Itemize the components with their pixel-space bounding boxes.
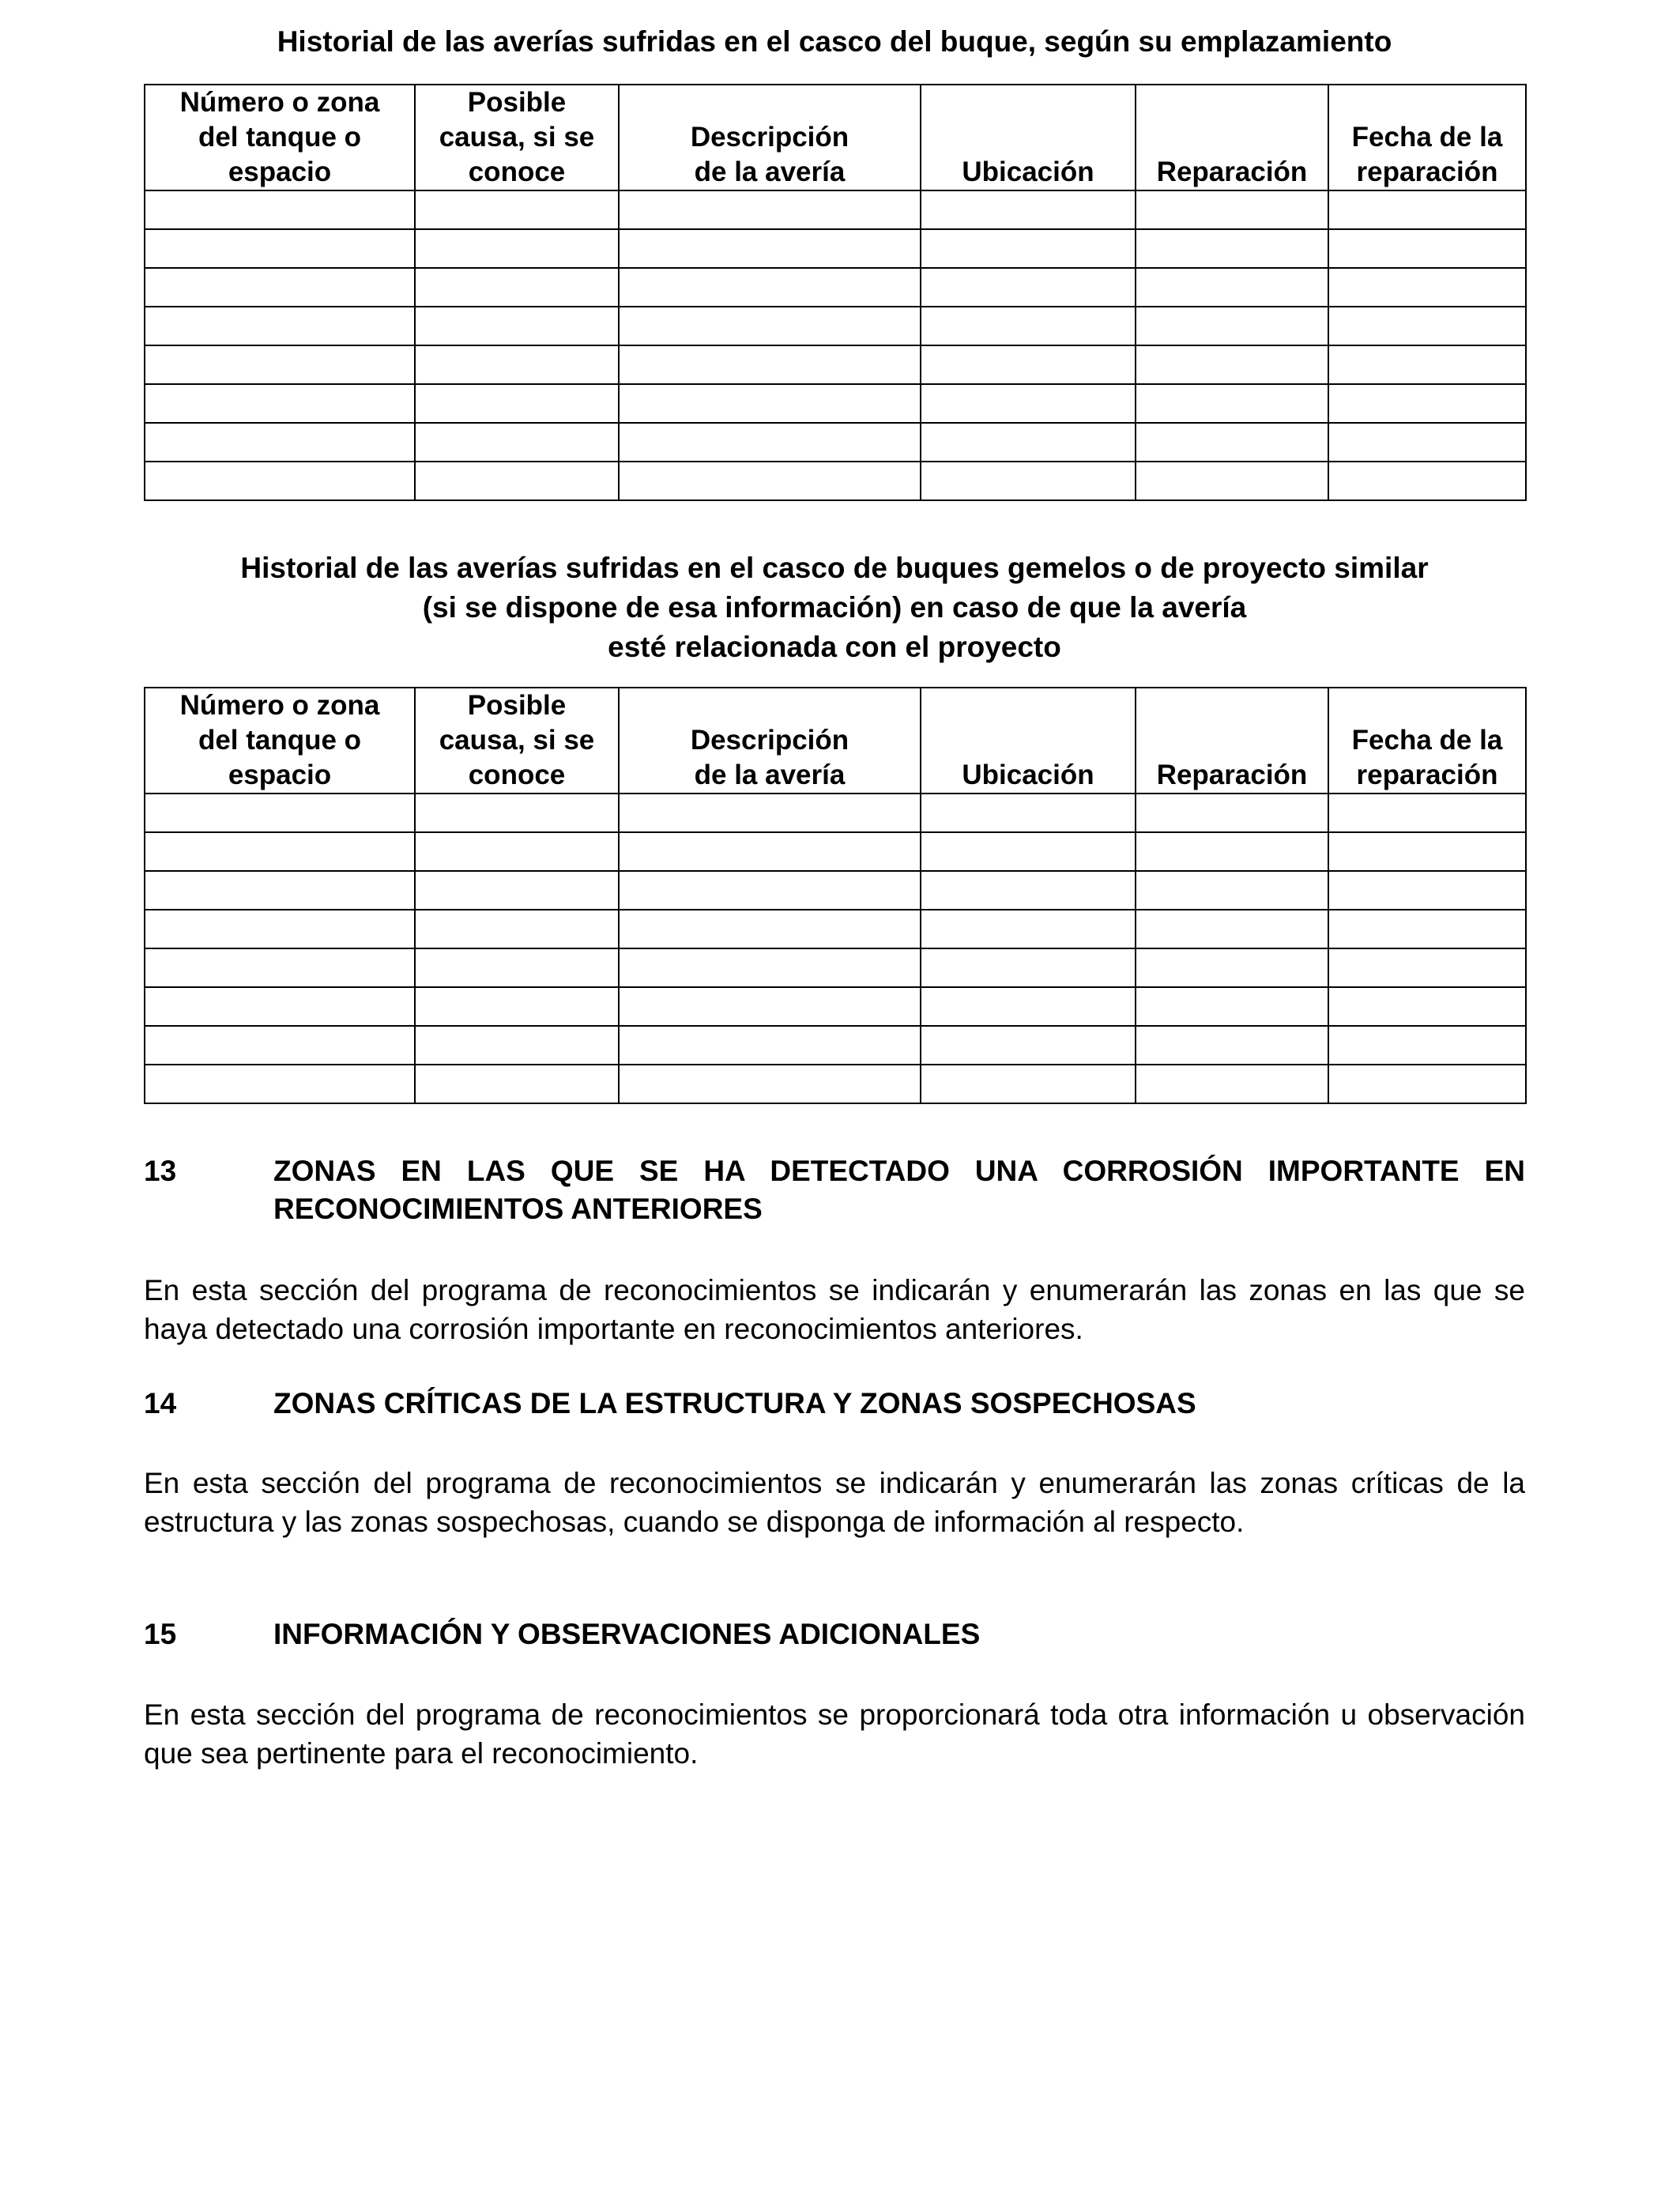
table-cell: [1136, 423, 1328, 462]
table-cell: [1328, 987, 1526, 1026]
table-cell: [1328, 948, 1526, 987]
table-cell: [1328, 462, 1526, 500]
table2-title-line-2: (si se dispone de esa información) en caso de que la avería: [422, 591, 1247, 624]
table-cell: [1328, 229, 1526, 268]
table-cell: [415, 423, 619, 462]
col-header-repair: Reparación: [1136, 688, 1328, 794]
table-cell: [415, 229, 619, 268]
table-cell: [415, 832, 619, 871]
section-13-heading: [144, 1152, 1525, 1228]
table-cell: [619, 987, 921, 1026]
table-cell: [1328, 190, 1526, 229]
col-header-description: Descripción de la avería: [619, 85, 921, 190]
table-cell: [145, 345, 415, 384]
table-cell: [619, 832, 921, 871]
table-cell: [619, 345, 921, 384]
table-row: [145, 832, 1526, 871]
table-cell: [1328, 1026, 1526, 1065]
table-cell: [1136, 871, 1328, 910]
table-cell: [415, 910, 619, 948]
table-cell: [619, 268, 921, 307]
table-cell: [1136, 987, 1328, 1026]
table-cell: [1136, 910, 1328, 948]
table-cell: [415, 948, 619, 987]
table-cell: [145, 423, 415, 462]
table-cell: [921, 1065, 1136, 1103]
table-row: [145, 794, 1526, 832]
table-cell: [921, 832, 1136, 871]
table-cell: [1136, 1026, 1328, 1065]
table-cell: [145, 384, 415, 423]
table1-title: Historial de las averías sufridas en el casco del buque, según su emplazamiento: [277, 25, 1392, 58]
table-cell: [1136, 345, 1328, 384]
table-cell: [921, 229, 1136, 268]
table-cell: [145, 1026, 415, 1065]
table-cell: [145, 229, 415, 268]
table-row: [145, 229, 1526, 268]
table-cell: [1328, 1065, 1526, 1103]
table-cell: [921, 1026, 1136, 1065]
table-header-row: [145, 688, 1526, 794]
table-cell: [145, 307, 415, 345]
table-cell: [145, 948, 415, 987]
table-cell: [1328, 307, 1526, 345]
table2-title-line-1: Historial de las averías sufridas en el casco de buques gemelos o de proyecto similar: [240, 552, 1429, 584]
table-cell: [415, 871, 619, 910]
col-header-description: Descripción de la avería: [619, 688, 921, 794]
table-cell: [145, 987, 415, 1026]
col-header-tank-number: Número o zona del tanque o espacio: [145, 688, 415, 794]
table-cell: [1136, 1065, 1328, 1103]
col-header-tank-number: Número o zona del tanque o espacio: [145, 85, 415, 190]
table-row: [145, 345, 1526, 384]
table-cell: [145, 462, 415, 500]
table-cell: [145, 832, 415, 871]
table-cell: [415, 1065, 619, 1103]
table-cell: [921, 948, 1136, 987]
section-13-body: En esta sección del programa de reconocimientos se indicarán y enumerarán las zonas en las que se haya detectado una corrosión importante en reconocimientos anteriores.: [144, 1274, 1525, 1345]
table-cell: [619, 794, 921, 832]
table-cell: [415, 794, 619, 832]
table-cell: [921, 794, 1136, 832]
table-cell: [921, 462, 1136, 500]
damage-history-table: [144, 84, 1527, 501]
table-cell: [619, 307, 921, 345]
table-cell: [1328, 345, 1526, 384]
table-cell: [921, 307, 1136, 345]
table-cell: [415, 345, 619, 384]
table-cell: [1328, 910, 1526, 948]
table-cell: [1328, 871, 1526, 910]
section-title: INFORMACIÓN Y OBSERVACIONES ADICIONALES: [273, 1618, 981, 1650]
table-cell: [619, 1065, 921, 1103]
table-cell: [619, 910, 921, 948]
table-cell: [1136, 384, 1328, 423]
table-cell: [1328, 384, 1526, 423]
table-cell: [1136, 832, 1328, 871]
col-header-possible-cause: Posible causa, si se conoce: [415, 85, 619, 190]
table-cell: [1328, 423, 1526, 462]
table-cell: [619, 1026, 921, 1065]
table-cell: [415, 987, 619, 1026]
col-header-repair-date: Fecha de la reparación: [1328, 688, 1526, 794]
table-cell: [619, 384, 921, 423]
table-cell: [921, 345, 1136, 384]
table-cell: [921, 384, 1136, 423]
section-title: ZONAS CRÍTICAS DE LA ESTRUCTURA Y ZONAS SOSPECHOSAS: [273, 1387, 1196, 1419]
table-cell: [619, 462, 921, 500]
section-15-body: En esta sección del programa de reconocimientos se proporcionará toda otra información u observación que sea pertinente para el reconocimiento.: [144, 1698, 1525, 1770]
table-row: [145, 268, 1526, 307]
table-cell: [921, 268, 1136, 307]
col-header-repair-date: Fecha de la reparación: [1328, 85, 1526, 190]
table-row: [145, 423, 1526, 462]
table-cell: [619, 229, 921, 268]
table-row: [145, 987, 1526, 1026]
table-cell: [145, 871, 415, 910]
table-cell: [1136, 268, 1328, 307]
table-cell: [415, 307, 619, 345]
table-header-row: [145, 85, 1526, 190]
table-cell: [921, 871, 1136, 910]
table-cell: [1136, 190, 1328, 229]
table-cell: [1136, 462, 1328, 500]
table-cell: [415, 384, 619, 423]
table2-title-line-3: esté relacionada con el proyecto: [608, 631, 1061, 663]
table-row: [145, 1065, 1526, 1103]
table-row: [145, 190, 1526, 229]
table-cell: [145, 910, 415, 948]
table-row: [145, 1026, 1526, 1065]
table-row: [145, 871, 1526, 910]
table-cell: [145, 190, 415, 229]
sister-ship-damage-table: [144, 687, 1527, 1104]
col-header-location: Ubicación: [921, 85, 1136, 190]
section-number: 14: [144, 1387, 177, 1419]
table-cell: [1328, 832, 1526, 871]
table-cell: [619, 871, 921, 910]
table-cell: [1136, 307, 1328, 345]
table-cell: [415, 462, 619, 500]
table-cell: [415, 1026, 619, 1065]
table-cell: [921, 987, 1136, 1026]
col-header-location: Ubicación: [921, 688, 1136, 794]
table-cell: [145, 268, 415, 307]
table-cell: [619, 190, 921, 229]
table-row: [145, 948, 1526, 987]
table-cell: [1136, 794, 1328, 832]
col-header-repair: Reparación: [1136, 85, 1328, 190]
table1-body: [145, 190, 1526, 500]
table-cell: [1136, 229, 1328, 268]
table-cell: [921, 423, 1136, 462]
table-row: [145, 910, 1526, 948]
table-row: [145, 307, 1526, 345]
section-number: 15: [144, 1618, 177, 1650]
section-14-body: En esta sección del programa de reconocimientos se indicarán y enumerarán las zonas críticas de la estructura y las zonas sospechosas, cuando se disponga de información al respecto.: [144, 1467, 1525, 1538]
table-cell: [921, 190, 1136, 229]
table-cell: [145, 794, 415, 832]
table-cell: [415, 268, 619, 307]
table-cell: [1328, 794, 1526, 832]
table2-body: [145, 794, 1526, 1103]
table-cell: [921, 910, 1136, 948]
col-header-possible-cause: Posible causa, si se conoce: [415, 688, 619, 794]
table-cell: [619, 423, 921, 462]
table-cell: [1328, 268, 1526, 307]
table-row: [145, 384, 1526, 423]
table-cell: [145, 1065, 415, 1103]
table2-title: [144, 548, 1525, 667]
table-cell: [415, 190, 619, 229]
table-row: [145, 462, 1526, 500]
section-15-heading: [144, 1615, 1525, 1653]
table-cell: [619, 948, 921, 987]
section-title: ZONAS EN LAS QUE SE HA DETECTADO UNA CORROSIÓN IMPORTANTE EN RECONOCIMIENTOS ANTERIORES: [273, 1155, 1525, 1225]
table-cell: [1136, 948, 1328, 987]
section-14-heading: [144, 1385, 1525, 1423]
section-number: 13: [144, 1155, 177, 1187]
